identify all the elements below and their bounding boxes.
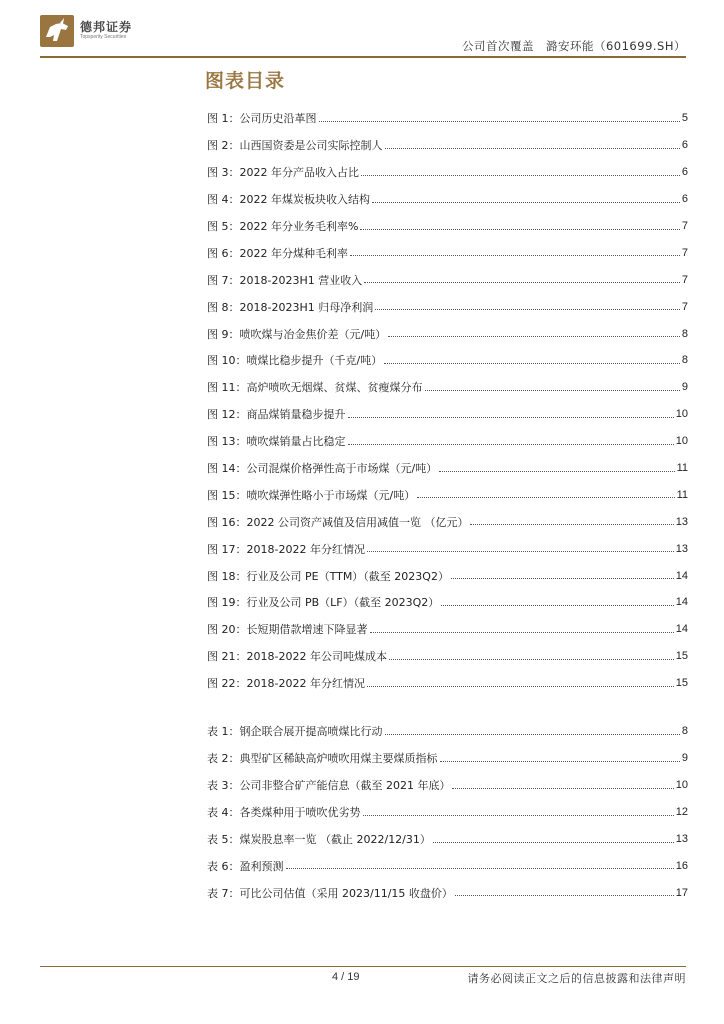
figure-toc-entry[interactable] [207, 266, 688, 293]
dot-leader [348, 417, 674, 418]
table-list [207, 718, 688, 906]
toc-entry-page: 10 [675, 408, 688, 421]
toc-entry-label: 图 16：2022 公司资产减值及信用减值一览 （亿元） [207, 515, 469, 529]
toc-entry-page: 10 [675, 779, 688, 792]
figure-toc-entry[interactable] [207, 481, 688, 508]
toc-entry-label: 表 3：公司非整合矿产能信息（截至 2021 年底） [207, 779, 451, 793]
logo-english-name: Topsperity Securities [80, 34, 127, 40]
toc-entry-label: 图 8：2018-2023H1 归母净利润 [207, 300, 374, 314]
dot-leader [389, 659, 674, 660]
toc-entry-page: 14 [675, 569, 688, 582]
toc-entry-page: 8 [681, 327, 688, 340]
toc-entry-label: 表 7：可比公司估值（采用 2023/11/15 收盘价） [207, 886, 453, 900]
toc-entry-label: 表 4：各类煤种用于喷吹优劣势 [207, 806, 361, 820]
toc-entry-label: 表 6：盈利预测 [207, 859, 284, 873]
dot-leader [372, 202, 680, 203]
dot-leader [451, 578, 674, 579]
toc-entry-page: 7 [681, 273, 688, 286]
toc-title: 图表目录 [205, 70, 286, 92]
figure-toc-entry[interactable] [207, 239, 688, 266]
toc-entry-page: 14 [675, 623, 688, 636]
figure-toc-entry[interactable] [207, 374, 688, 401]
figure-toc-entry[interactable] [207, 670, 688, 697]
figure-toc-entry[interactable] [207, 535, 688, 562]
page-header [0, 0, 724, 60]
dot-leader [286, 868, 674, 869]
dot-leader [370, 632, 674, 633]
table-toc-entry[interactable] [207, 799, 688, 826]
toc-entry-label: 图 4：2022 年煤炭板块收入结构 [207, 193, 370, 207]
toc-entry-label: 图 10：喷煤比稳步提升（千克/吨） [207, 354, 383, 368]
figure-toc-entry[interactable] [207, 401, 688, 428]
table-toc-entry[interactable] [207, 772, 688, 799]
bull-logo-icon [40, 15, 74, 47]
figure-toc-entry[interactable] [207, 186, 688, 213]
header-divider [40, 56, 686, 58]
figure-toc-entry[interactable] [207, 508, 688, 535]
toc-entry-label: 表 5：煤炭股息率一览 （截止 2022/12/31） [207, 833, 431, 846]
dot-leader [375, 309, 680, 310]
toc-entry-page: 15 [675, 650, 688, 663]
toc-entry-page: 17 [675, 886, 688, 899]
toc-entry-label: 图 3：2022 年分产品收入占比 [207, 166, 359, 180]
toc-entry-page: 6 [681, 193, 688, 206]
toc-entry-label: 图 21：2018-2022 年公司吨煤成本 [207, 650, 387, 664]
toc-entry-label: 图 19：行业及公司 PB（LF）（截至 2023Q2） [207, 596, 440, 610]
dot-leader [433, 842, 674, 843]
figure-toc-entry[interactable] [207, 643, 688, 670]
toc-entry-page: 13 [675, 833, 688, 845]
table-toc-entry[interactable] [207, 852, 688, 879]
dot-leader [439, 471, 674, 472]
dot-leader [360, 229, 679, 230]
toc-entry-label: 图 14：公司混煤价格弹性高于市场煤（元/吨） [207, 462, 438, 476]
dot-leader [385, 734, 680, 735]
dot-leader [388, 336, 680, 337]
dot-leader [440, 761, 680, 762]
figure-toc-entry[interactable] [207, 347, 688, 374]
figure-toc-entry[interactable] [207, 293, 688, 320]
dot-leader [348, 444, 674, 445]
toc-entry-label: 图 6：2022 年分煤种毛利率 [207, 246, 348, 260]
dot-leader [470, 524, 673, 525]
toc-entry-page: 15 [675, 677, 688, 690]
figure-toc-entry[interactable] [207, 589, 688, 616]
dot-leader [385, 148, 680, 149]
page-number: 4 / 19 [332, 971, 360, 983]
toc-entry-label: 图 22：2018-2022 年分红情况 [207, 677, 365, 691]
table-toc-entry[interactable] [207, 826, 688, 853]
toc-entry-label: 图 17：2018-2022 年分红情况 [207, 542, 365, 556]
toc-entry-page: 8 [681, 725, 688, 738]
dot-leader [425, 390, 680, 391]
toc-entry-label: 图 2：山西国资委是公司实际控制人 [207, 139, 383, 153]
toc-entry-label: 图 20：长短期借款增速下降显著 [207, 623, 368, 637]
toc-entry-label: 图 1：公司历史沿革图 [207, 112, 317, 126]
toc-entry-page: 5 [681, 112, 688, 125]
toc-entry-page: 9 [681, 381, 688, 394]
toc-entry-label: 图 11：高炉喷吹无烟煤、贫煤、贫瘦煤分布 [207, 381, 423, 395]
toc-entry-page: 11 [676, 488, 688, 501]
toc-entry-label: 图 12：商品煤销量稳步提升 [207, 408, 346, 422]
figure-toc-entry[interactable] [207, 616, 688, 643]
toc-entry-label: 图 7：2018-2023H1 营业收入 [207, 273, 363, 287]
toc-entry-page: 6 [681, 139, 688, 152]
table-toc-entry[interactable] [207, 745, 688, 772]
toc-entry-label: 图 18：行业及公司 PE（TTM）（截至 2023Q2） [207, 569, 449, 583]
figure-toc-entry[interactable] [207, 455, 688, 482]
dot-leader [350, 255, 680, 256]
logo-chinese-name: 德邦证券 [80, 20, 133, 34]
dot-leader [452, 788, 673, 789]
dot-leader [455, 895, 674, 896]
table-toc-entry[interactable] [207, 718, 688, 745]
toc-entry-page: 7 [681, 300, 688, 313]
company-logo [40, 15, 140, 47]
figure-toc-entry[interactable] [207, 159, 688, 186]
toc-entry-page: 13 [675, 542, 688, 555]
toc-entry-label: 图 15：喷吹煤弹性略小于市场煤（元/吨） [207, 488, 416, 502]
dot-leader [417, 497, 674, 498]
toc-entry-page: 9 [681, 752, 688, 765]
toc-entry-page: 10 [675, 435, 688, 448]
toc-entry-label: 图 13：喷吹煤销量占比稳定 [207, 435, 346, 449]
dot-leader [367, 686, 674, 687]
table-toc-entry[interactable] [207, 879, 688, 906]
figure-toc-entry[interactable] [207, 105, 688, 132]
figure-toc-entry[interactable] [207, 320, 688, 347]
toc-entry-page: 11 [676, 462, 688, 475]
dot-leader [367, 551, 674, 552]
figure-list [207, 105, 688, 697]
toc-entry-page: 12 [675, 806, 688, 819]
toc-entry-page: 8 [681, 354, 688, 367]
figure-toc-entry[interactable] [207, 428, 688, 455]
dot-leader [364, 282, 680, 283]
toc-entry-label: 图 5：2022 年分业务毛利率% [207, 220, 359, 233]
dot-leader [384, 363, 680, 364]
report-type-and-ticker: 公司首次覆盖 潞安环能（601699.SH） [461, 39, 686, 53]
dot-leader [319, 121, 680, 122]
toc-entry-page: 14 [675, 596, 688, 609]
figure-toc-entry[interactable] [207, 562, 688, 589]
figure-toc-entry[interactable] [207, 132, 688, 159]
dot-leader [441, 605, 673, 606]
toc-entry-label: 图 9：喷吹煤与冶金焦价差（元/吨） [207, 327, 387, 341]
disclaimer-text: 请务必阅读正文之后的信息披露和法律声明 [467, 972, 686, 985]
toc-entry-page: 7 [681, 220, 688, 232]
toc-entry-page: 16 [675, 859, 688, 872]
toc-entry-page: 6 [681, 166, 688, 179]
toc-entry-label: 表 1：钢企联合展开提高喷煤比行动 [207, 725, 383, 739]
dot-leader [361, 175, 680, 176]
footer-divider [40, 966, 686, 967]
dot-leader [363, 815, 674, 816]
toc-entry-page: 7 [681, 246, 688, 259]
toc-entry-page: 13 [675, 515, 688, 528]
figure-toc-entry[interactable] [207, 213, 688, 240]
toc-entry-label: 表 2：典型矿区稀缺高炉喷吹用煤主要煤质指标 [207, 752, 438, 766]
